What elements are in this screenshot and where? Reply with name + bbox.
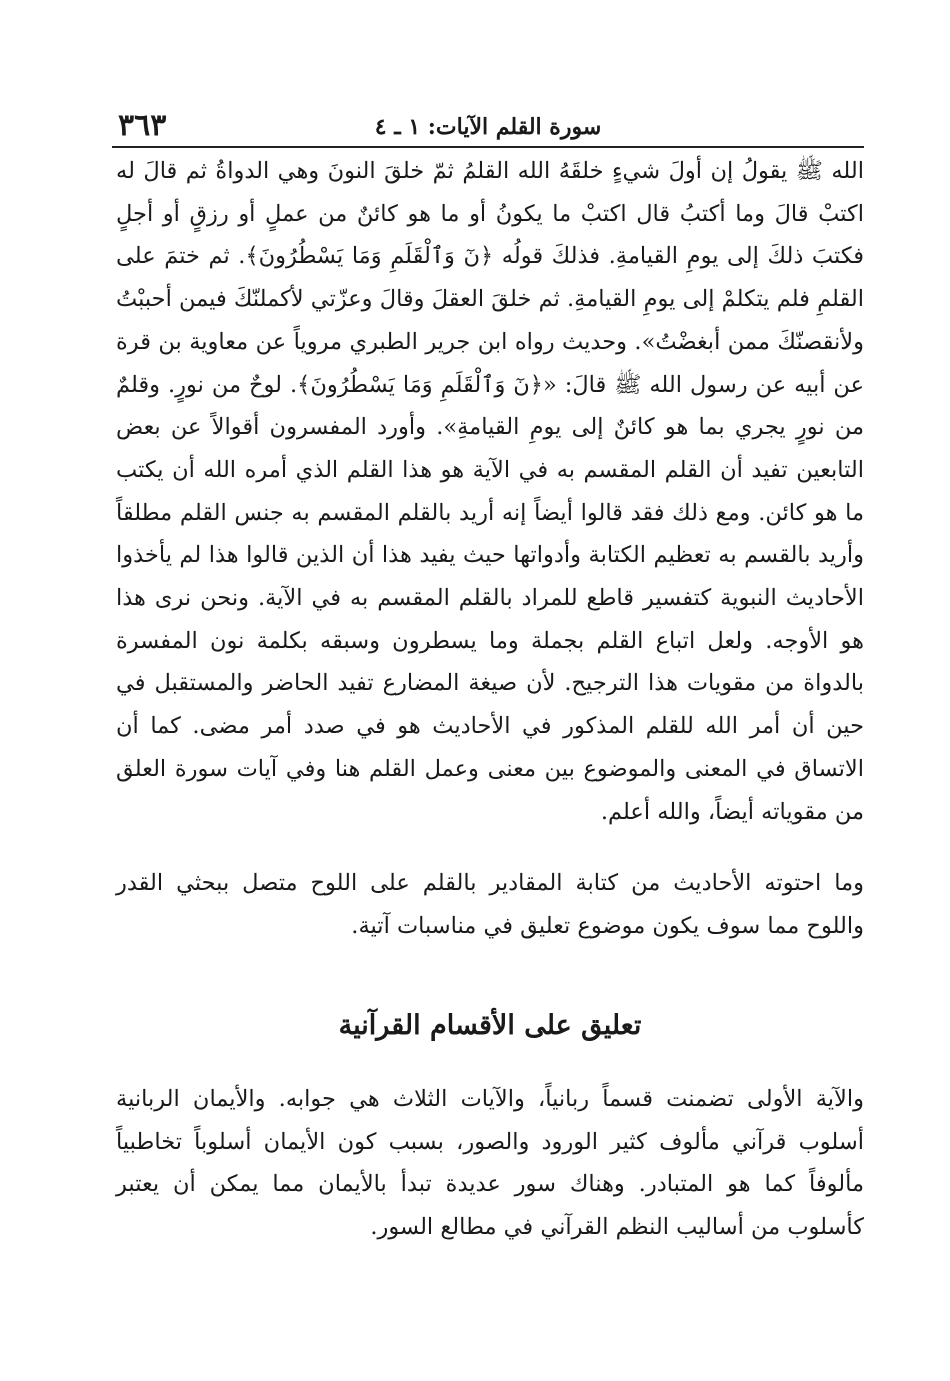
page-header [112,108,864,148]
header-divider [112,146,864,148]
paragraph-tablet-note: وما احتوته الأحاديث من كتابة المقادير بالقلم على اللوح متصل ببحثي القدر واللوح مما سوف يكون موضوع تعليق في مناسبات آتية. [116,870,864,939]
paragraph-quranic-oaths: والآية الأولى تضمنت قسماً ربانياً، والآيات الثلاث هي جوابه. والأيمان الربانية أسلوب قرآني مألوف كثير الورود والصور، بسبب كون الأيمان أسلوباً تخاطبياً مألوفاً كما هو المتبادر. وهناك سور عديدة تبدأ بالأيمان مما يمكن أن يعتبر كأسلوب من أساليب النظم القرآني في مطالع السور. [116,1086,864,1241]
running-title: سورة القلم الآيات: ١ ـ ٤ [374,114,602,140]
page-number: ٣٦٣ [118,108,167,143]
paragraph-hadith-commentary: الله ﷺ يقولُ إن أولَ شيءٍ خلقَهُ الله القلمُ ثمّ خلقَ النونَ وهي الدواةُ ثم قالَ له اكتبْ قالَ وما أكتبُ قال اكتبْ ما يكونُ أو ما هو كائنٌ من عملٍ أو رزقٍ أو أجلٍ فكتبَ ذلكَ إلى يومِ القيامةِ. فذلكَ قولُه ﴿نٓ وَٱلْقَلَمِ وَمَا يَسْطُرُونَ﴾. ثم ختمَ على القلمِ فلم يتكلمْ إلى يومِ القيامةِ. ثم خلقَ العقلَ وقالَ وعزّتي لأكملنّكَ فيمن أحببْتُ ولأنقصنّكَ ممن أبغضْتُ». وحديث رواه ابن جرير الطبري مروياً عن معاوية بن قرة عن أبيه عن رسول الله ﷺ قالَ: «﴿نٓ وَٱلْقَلَمِ وَمَا يَسْطُرُونَ﴾. لوحٌ من نورٍ. وقلمٌ من نورٍ يجري بما هو كائنٌ إلى يومِ القيامةِ». وأورد المفسرون أقوالاً عن بعض التابعين تفيد أن القلم المقسم به في الآية هو هذا القلم الذي أمره الله أن يكتب ما هو كائن. ومع ذلك فقد قالوا أيضاً إنه أريد بالقلم المقسم به جنس القلم مطلقاً وأريد بالقسم به تعظيم الكتابة وأدواتها حيث يفيد هذا أن الذين قالوا هذا لم يأخذوا الأحاديث النبوية كتفسير قاطع للمراد بالقلم المقسم به في الآية. ونحن نرى هذا هو الأوجه. ولعل اتباع القلم بجملة وما يسطرون وسبقه بكلمة نون المفسرة بالدواة من مقويات هذا الترجيح. لأن صيغة المضارع تفيد الحاضر والمستقبل في حين أن أمر الله للقلم المذكور في الأحاديث هو في صدد أمر مضى. كما أن الاتساق في المعنى والموضوع بين معنى وعمل القلم هنا وفي آيات سورة العلق من مقوياته أيضاً، والله أعلم. [116,158,864,825]
section-heading: تعليق على الأقسام القرآنية [338,1010,642,1041]
